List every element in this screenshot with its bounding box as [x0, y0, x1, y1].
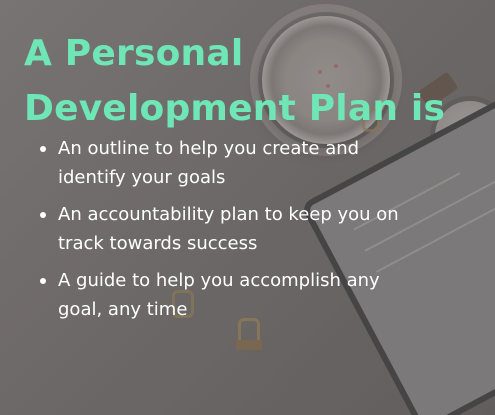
headline-line-1: A Personal [24, 33, 244, 74]
headline-line-2: Development Plan is [24, 88, 446, 129]
bullet-text: track towards success [58, 233, 258, 254]
bullet-text: An accountability plan to keep you on [58, 204, 399, 225]
bullet-dot-icon [40, 278, 46, 284]
bullet-dot-icon [40, 212, 46, 218]
bullet-text: An outline to help you create and [58, 138, 360, 159]
bullet-dot-icon [40, 146, 46, 152]
bullet-text: goal, any time [58, 299, 188, 320]
bullet-item [38, 200, 488, 258]
headline [24, 26, 445, 136]
definition-bullet-list [38, 134, 488, 332]
bullet-text: A guide to help you accomplish any [58, 270, 380, 291]
bullet-item [38, 134, 488, 192]
bullet-item [38, 266, 488, 324]
bullet-text: identify your goals [58, 167, 226, 188]
